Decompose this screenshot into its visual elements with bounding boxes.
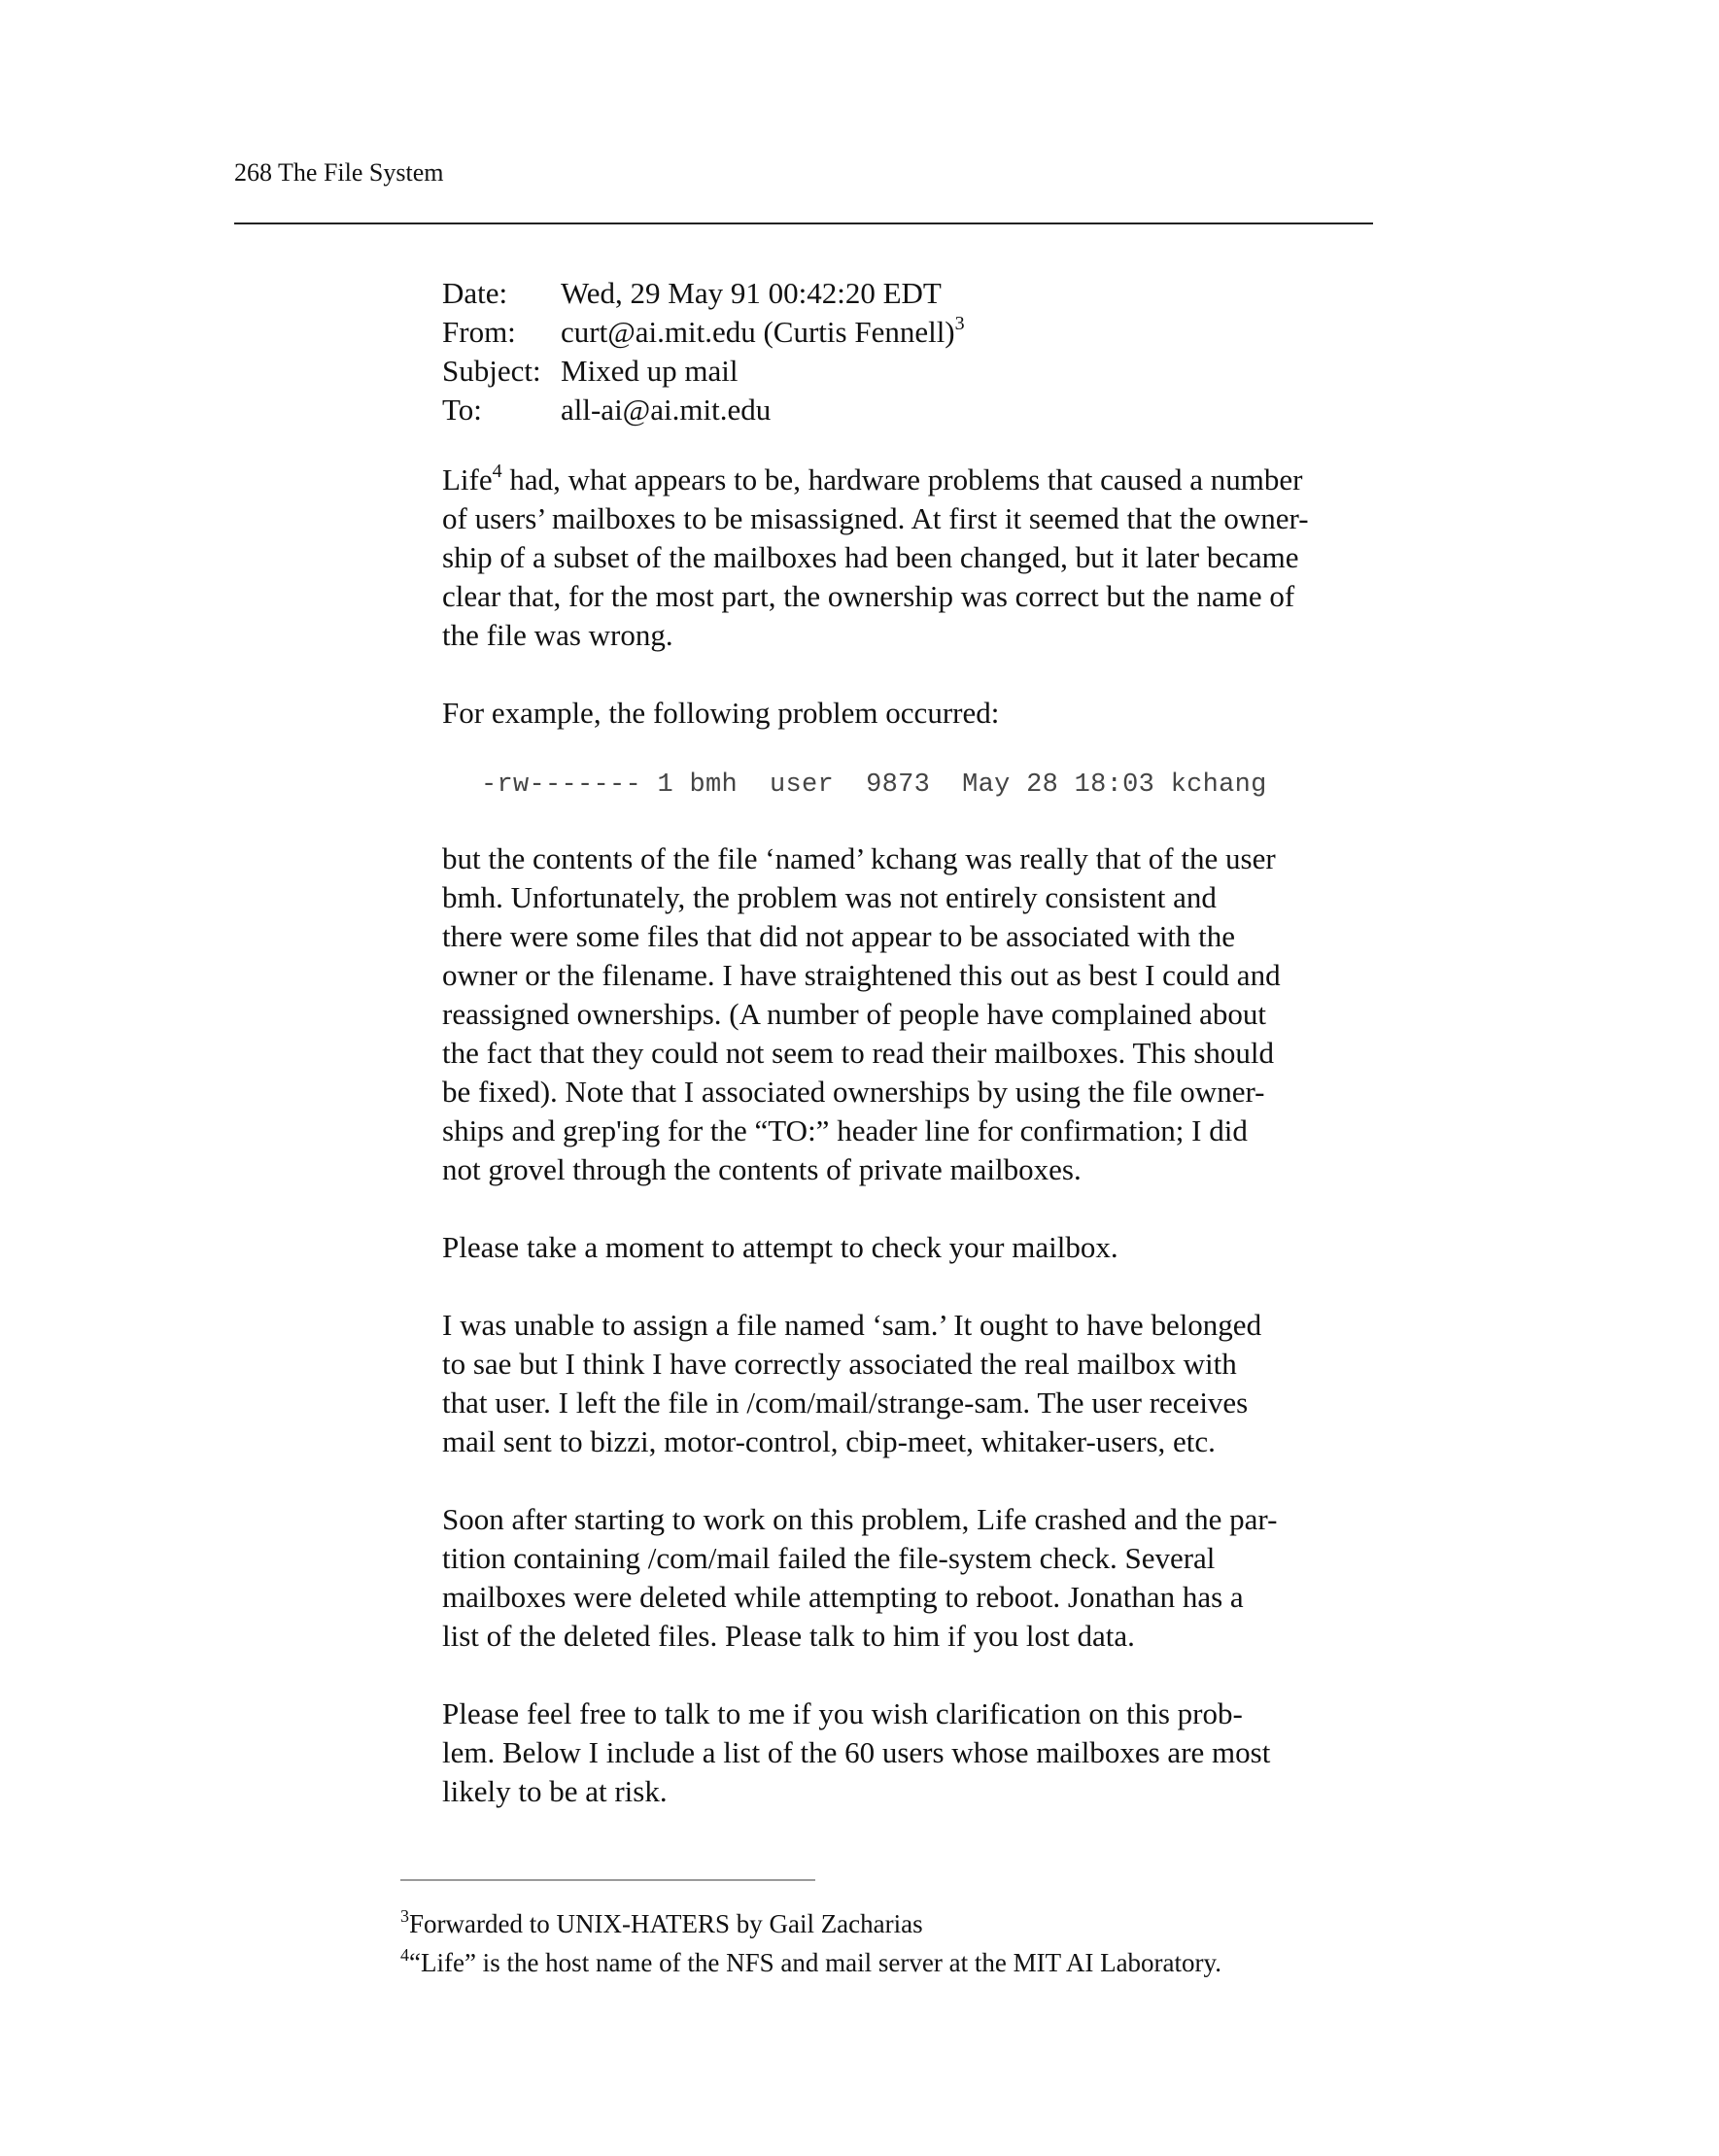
header-row-date (442, 274, 1394, 313)
footnote-ref-3[interactable]: 3 (954, 312, 965, 334)
email-headers (442, 274, 1394, 429)
header-value: Mixed up mail (561, 354, 739, 388)
paragraph-lead-word: Life (442, 462, 493, 496)
footnote-4 (400, 1943, 1221, 1982)
footnote-mark: 3 (400, 1906, 409, 1926)
footnote-mark: 4 (400, 1945, 409, 1965)
paragraph-5: I was unable to assign a file named ‘sam.’ It ought to have belonged to sae but I think I have correctly associated the real mailbox with that user. I left the file in /com/mail/strange-sam. The user receives mail sent to bizzi, motor-control, cbip-meet, whitaker-users, etc. (442, 1308, 1262, 1458)
header-row-to (442, 391, 1394, 429)
paragraph-2: For example, the following problem occurred: (442, 696, 1000, 730)
footnote-3 (400, 1904, 1221, 1943)
header-label: To: (442, 393, 482, 427)
paragraph-6: Soon after starting to work on this problem, Life crashed and the par- tition containing /com/mail failed the file-system check. Several mailboxes were deleted while attempting to reboot. Jonathan has a list of the deleted files. Please talk to him if you lost data. (442, 1502, 1278, 1653)
paragraph-3: but the contents of the file ‘named’ kchang was really that of the user bmh. Unfortunately, the problem was not entirely consistent and there were some files that did not appear to be associated with the owner or the filename. I have straightened this out as best I could and reassigned ownerships. (A number of people have complained about the fact that they could not seem to read their mailboxes. This should be fixed). Note that I associated ownerships by using the file owner- ships and grep'ing for the “TO:” header line for confirmation; I did not grovel through the contents of private mailboxes. (442, 841, 1281, 1186)
header-value: Wed, 29 May 91 00:42:20 EDT (561, 276, 942, 310)
header-label: From: (442, 315, 516, 349)
running-head: 268 The File System (234, 158, 444, 187)
email-body (442, 274, 1394, 1811)
paragraph-4: Please take a moment to attempt to check your mailbox. (442, 1230, 1118, 1264)
ls-output-line: -rw------- 1 bmh user 9873 May 28 18:03 kchang (481, 770, 1267, 800)
footnote-text: “Life” is the host name of the NFS and mail server at the MIT AI Laboratory. (409, 1948, 1222, 1977)
footnotes (400, 1904, 1221, 1982)
footnote-rule (400, 1879, 815, 1881)
paragraph-1: Life$^4$ had, what appears to be, hardware problems that caused a number of users’ mailboxes to be misassigned. At first it seemed that the owner- ship of a subset of the mailboxes had been changed, but it later became clear that, for the most part, the ownership was correct but the name of the file was wrong. (442, 460, 1309, 652)
header-label: Subject: (442, 354, 541, 388)
header-value: all-ai@ai.mit.edu (561, 393, 772, 427)
header-rule (234, 222, 1373, 224)
paragraph-7: Please feel free to talk to me if you wish clarification on this prob- lem. Below I include a list of the 60 users whose mailboxes are most likely to be at risk. (442, 1696, 1271, 1808)
footnote-ref-4[interactable]: 4 (492, 460, 502, 482)
header-value: curt@ai.mit.edu (Curtis Fennell) (561, 315, 955, 349)
footnote-text: Forwarded to UNIX-HATERS by Gail Zacharias (409, 1909, 923, 1938)
header-row-from (442, 313, 1394, 352)
header-row-subject (442, 352, 1394, 391)
header-label: Date: (442, 276, 508, 310)
